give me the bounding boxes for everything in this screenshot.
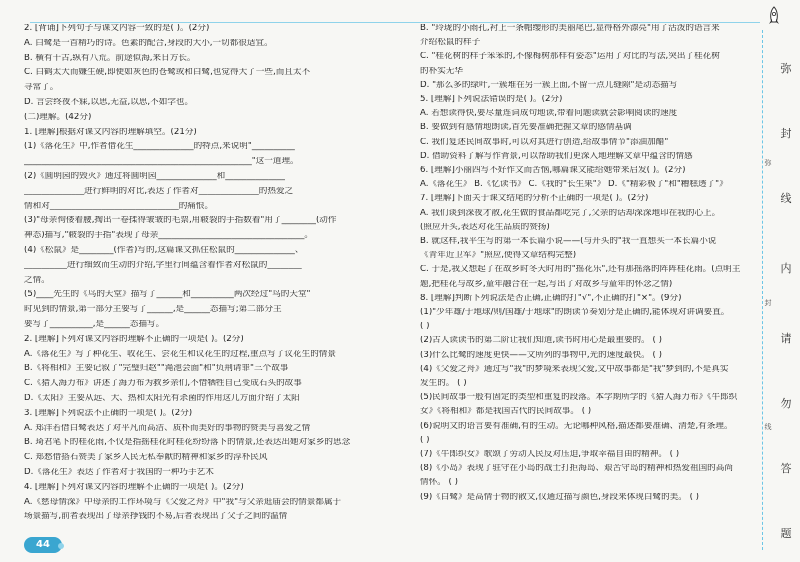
text-line: B. 要做到有感情地朗读,首先要准确把握文章的感情基调 bbox=[420, 123, 632, 132]
text-line: 5. [理解]下列说法错误的是( )。(2分) bbox=[420, 95, 563, 104]
text-line: B. 琦君笔下的桂花雨,不仅是指摇桂花时桂花纷纷落下的情景,还表达出她对家乡的思念 bbox=[24, 438, 351, 447]
text-line: _____________________________________________________"这一道理。 bbox=[24, 157, 299, 166]
text-line: (3)"母亲佝偻着腰,掏出一卷揉得皱皱的毛票,用皲裂的手指数着"用了________(动作 bbox=[24, 216, 337, 225]
text-line: 女》《将相和》都是我国古代的民间故事。 ( ) bbox=[420, 407, 592, 416]
text-line: A. 若想读得快,要尽量连词成句地读,带着问题读就会影响阅读的速度 bbox=[420, 109, 678, 118]
text-line: 场景描写,前者表现出了母亲挣钱的不易,后者表现出了父子之间的温情 bbox=[24, 512, 288, 521]
text-line: B. 就这样,我平生写的第一本长篇小说——(与开头的"我一直想买一本长篇小说 bbox=[420, 237, 717, 246]
text-line: (9)《白鹭》是高情于物的散文,仅通过描写颜色,身段来体现白鹭的美。 ( ) bbox=[420, 492, 700, 502]
text-line: ( ) bbox=[420, 435, 430, 445]
text-line: 要写了__________,是______态描写。 bbox=[24, 320, 165, 329]
text-line: 3. [理解]下列说法不正确的一项是( )。(2分) bbox=[24, 408, 193, 418]
binding-margin bbox=[764, 30, 796, 550]
spine-small-char: 线 bbox=[764, 423, 772, 431]
header-rule bbox=[30, 22, 760, 23]
text-line: (3)什么比鹭的速度更快——文所列的事物中,光的速度最快。 ( ) bbox=[420, 350, 662, 360]
text-line: C. 白鹤太大而嫌生硬,即使如灰色的苍鹭或和白鹭,也觉得大了一些,而且太不 bbox=[24, 68, 311, 77]
text-line: 寻常了。 bbox=[24, 83, 59, 92]
text-line: A.《落花生》 B.《忆读书》 C.《我的"长生果"》 D.《"精彩极了"和"糟糕透了"》 bbox=[420, 180, 728, 189]
text-line: (2)《圆明园的毁灭》通过将圆明园______________和______________ bbox=[24, 172, 286, 181]
spine-small-char: 封 bbox=[764, 299, 772, 307]
text-line: ______________进行鲜明的对比,表达了作者对______________的热爱之 bbox=[24, 186, 294, 196]
text-line: 情和对______________________________的痛恨。 bbox=[24, 201, 214, 211]
text-line: (6)说明文的语言要有准确,有的生动。无论哪种风格,描述都要准确、清楚,有条理。 bbox=[420, 421, 733, 431]
text-line: 题,把桂花与故乡,童年融合在一起,写出了对故乡与童年的怀念之情) bbox=[420, 279, 673, 289]
text-line: (1)《落花生》中,作者借花生______________的特点,来说明"__________ bbox=[24, 142, 295, 151]
text-line: D. 言尝终夜不寐,以思,无益,以思,不如学也。 bbox=[24, 98, 194, 107]
text-line: 之情。 bbox=[24, 275, 50, 285]
text-line: D. "那么多的绿叶,一簇堆在另一簇上面,不留一点儿缝隙"是动态描写 bbox=[420, 80, 678, 90]
spine-char: 线 bbox=[780, 192, 792, 205]
spine-char: 题 bbox=[780, 527, 792, 540]
spine-char: 封 bbox=[780, 127, 792, 140]
text-line: (二)理解。(42分) bbox=[24, 112, 92, 122]
text-line: (4)《松鼠》是________(作者)写的,这篇课文抓住松鼠的______________、 bbox=[24, 246, 304, 255]
text-line: C. 我们复述民间故事时,可以对其进行创造,给故事情节"添油加醋" bbox=[420, 137, 669, 147]
text-line: 7. [理解]下面关于课文结尾的分析不正确的一项是( )。(2分) bbox=[420, 194, 649, 203]
text-line: ( ) bbox=[420, 322, 430, 331]
spine-char: 内 bbox=[780, 262, 792, 275]
text-line: A. 我们谈到深夜才散,花生做的食品都吃完了,父亲的话却深深地印在我的心上。 bbox=[420, 208, 721, 218]
text-line: (8)《小岛》表现了驻守在小岛的战士打拒海岛、艰苦守岛的精神和热爱祖国的高尚 bbox=[420, 464, 733, 473]
text-line: A. 郑洋若借白鹭表达了对平凡而高洁、质朴而美好的事物的赞美与喜爱之情 bbox=[24, 423, 311, 433]
text-line: (2)古人读读书的第二阶让我们知道,读书时用心是最重要的。 ( ) bbox=[420, 336, 662, 345]
text-line: (1)"少年雄/于地球/则/国雄/于地球"的朗读节奏划分是正确的,能体现对讲调要直。 bbox=[420, 308, 730, 317]
text-line: 2. [理解]下列对课文内容的理解不正确的一项是( )。(2分) bbox=[24, 334, 244, 344]
text-line: (7)《牛郎织女》歌颂了劳动人民反对压迫,争取幸福自由的精神。 ( ) bbox=[420, 450, 680, 459]
text-line: 2. [背诵]下列句子与课文内容一致的是( )。(2分) bbox=[24, 24, 210, 33]
text-line: A.《慈母情深》中母亲的工作环境与《父爱之舟》中"我"与父亲逛庙会的情景都属于 bbox=[24, 497, 342, 507]
text-line: 情怀。 ( ) bbox=[420, 478, 458, 487]
text-line: (照应开头,表达对花生品质的赞扬) bbox=[420, 222, 550, 232]
text-line: (4)《父爱之舟》通过写"我"的梦境来表现父爱,文中故事都是"我"梦到的,不是真实 bbox=[420, 364, 729, 374]
text-line: C.《猎人海力布》讲述了海力布为救乡亲们,不惜牺牲自己变成石头的故事 bbox=[24, 379, 302, 388]
text-line: A. 白鹭是一首精巧的诗。色素的配合,身段的大小,一切都很适宜。 bbox=[24, 38, 273, 48]
text-line: B.《将相和》主要记叙了"完璧归赵""渑池会面"和"负荆请罪"三个故事 bbox=[24, 364, 289, 373]
text-line: 8. [理解]判断下列说法是否正确,正确的打"√",不正确的打"×"。(9分) bbox=[420, 293, 682, 303]
text-line: (5)民间故事一般有固定的类型和重复的段落。本学期所学的《猎人海力布》《牛郎织 bbox=[420, 393, 738, 402]
text-line: 介绍松鼠的样子 bbox=[420, 38, 481, 47]
fold-line bbox=[762, 30, 763, 550]
text-line: 发生的。 ( ) bbox=[420, 379, 467, 388]
text-line: 6. [理解]小丽四写不好作文而苦恼,哪篇课文能给她带来启发( )。(2分) bbox=[420, 166, 686, 175]
text-line: C. "桂花树的样子笨笨的,不像梅树那样有姿态"运用了对比的写法,突出了桂花树 bbox=[420, 52, 720, 61]
text-line: 的朴实无华 bbox=[420, 66, 463, 76]
text-line: A.《落花生》写了种花生、收花生、尝花生和议花生的过程,重点写了议花生的情景 bbox=[24, 349, 336, 359]
text-line: 4. [理解]下列对课文内容的理解不正确的一项是( )。(2分) bbox=[24, 482, 244, 492]
rocket-icon bbox=[766, 6, 782, 28]
text-line: D.《落花生》表达了作者对于我国的一种巧手艺术 bbox=[24, 468, 214, 477]
text-line: B. "玲珑的小雨孔,衬上一条帽缨形的美丽尾巴,显得格外漂亮"用了活泼的语言来 bbox=[420, 24, 720, 33]
spine-small-char: 弥 bbox=[764, 159, 772, 167]
text-line: D.《太阳》主要从远、大、热和太阳光有杀菌的作用这几方面介绍了太阳 bbox=[24, 394, 300, 403]
spine-char: 请 bbox=[780, 332, 792, 345]
text-line: C. 于是,我又想起了在故乡时冬天时用的"摇花乐",还有那摇落的阵阵桂花雨。(点明主 bbox=[420, 265, 741, 274]
text-line: 神态)描写,"皲裂的手指"表现了母亲__________________________________。 bbox=[24, 231, 313, 240]
text-line: C. 郑愁借搭石赞美了家乡人民无私奉献的精神和家乡的淳朴民风 bbox=[24, 453, 268, 462]
page-number-dot bbox=[58, 543, 64, 549]
text-line: B. 横有千古,纵有八荒。前途似海,来日方长。 bbox=[24, 53, 196, 63]
text-line: 《青年近卫军》"照应,使得文章结构完整) bbox=[420, 251, 577, 260]
text-line: 时见到的情景,第一部分主要写了______,是______态描写;第二部分主 bbox=[24, 305, 282, 314]
text-line: 1. [理解]根据对课文内容的理解填空。(21分) bbox=[24, 127, 197, 137]
spine-char: 弥 bbox=[780, 62, 792, 75]
page-number: 44 bbox=[24, 537, 62, 553]
text-line: (5)____先生的《鸟的天堂》描写了______和__________两次经过"鸟的天堂" bbox=[24, 290, 311, 299]
text-line: D. 借助资料了解写作背景,可以帮助我们更深入地理解文章中蕴含的情感 bbox=[420, 151, 693, 161]
spine-char: 答 bbox=[780, 462, 792, 475]
spine-char: 勿 bbox=[780, 397, 792, 410]
text-line: __________进行细致而生动的介绍,字里行间蕴含着作者对松鼠的________ bbox=[24, 260, 302, 270]
